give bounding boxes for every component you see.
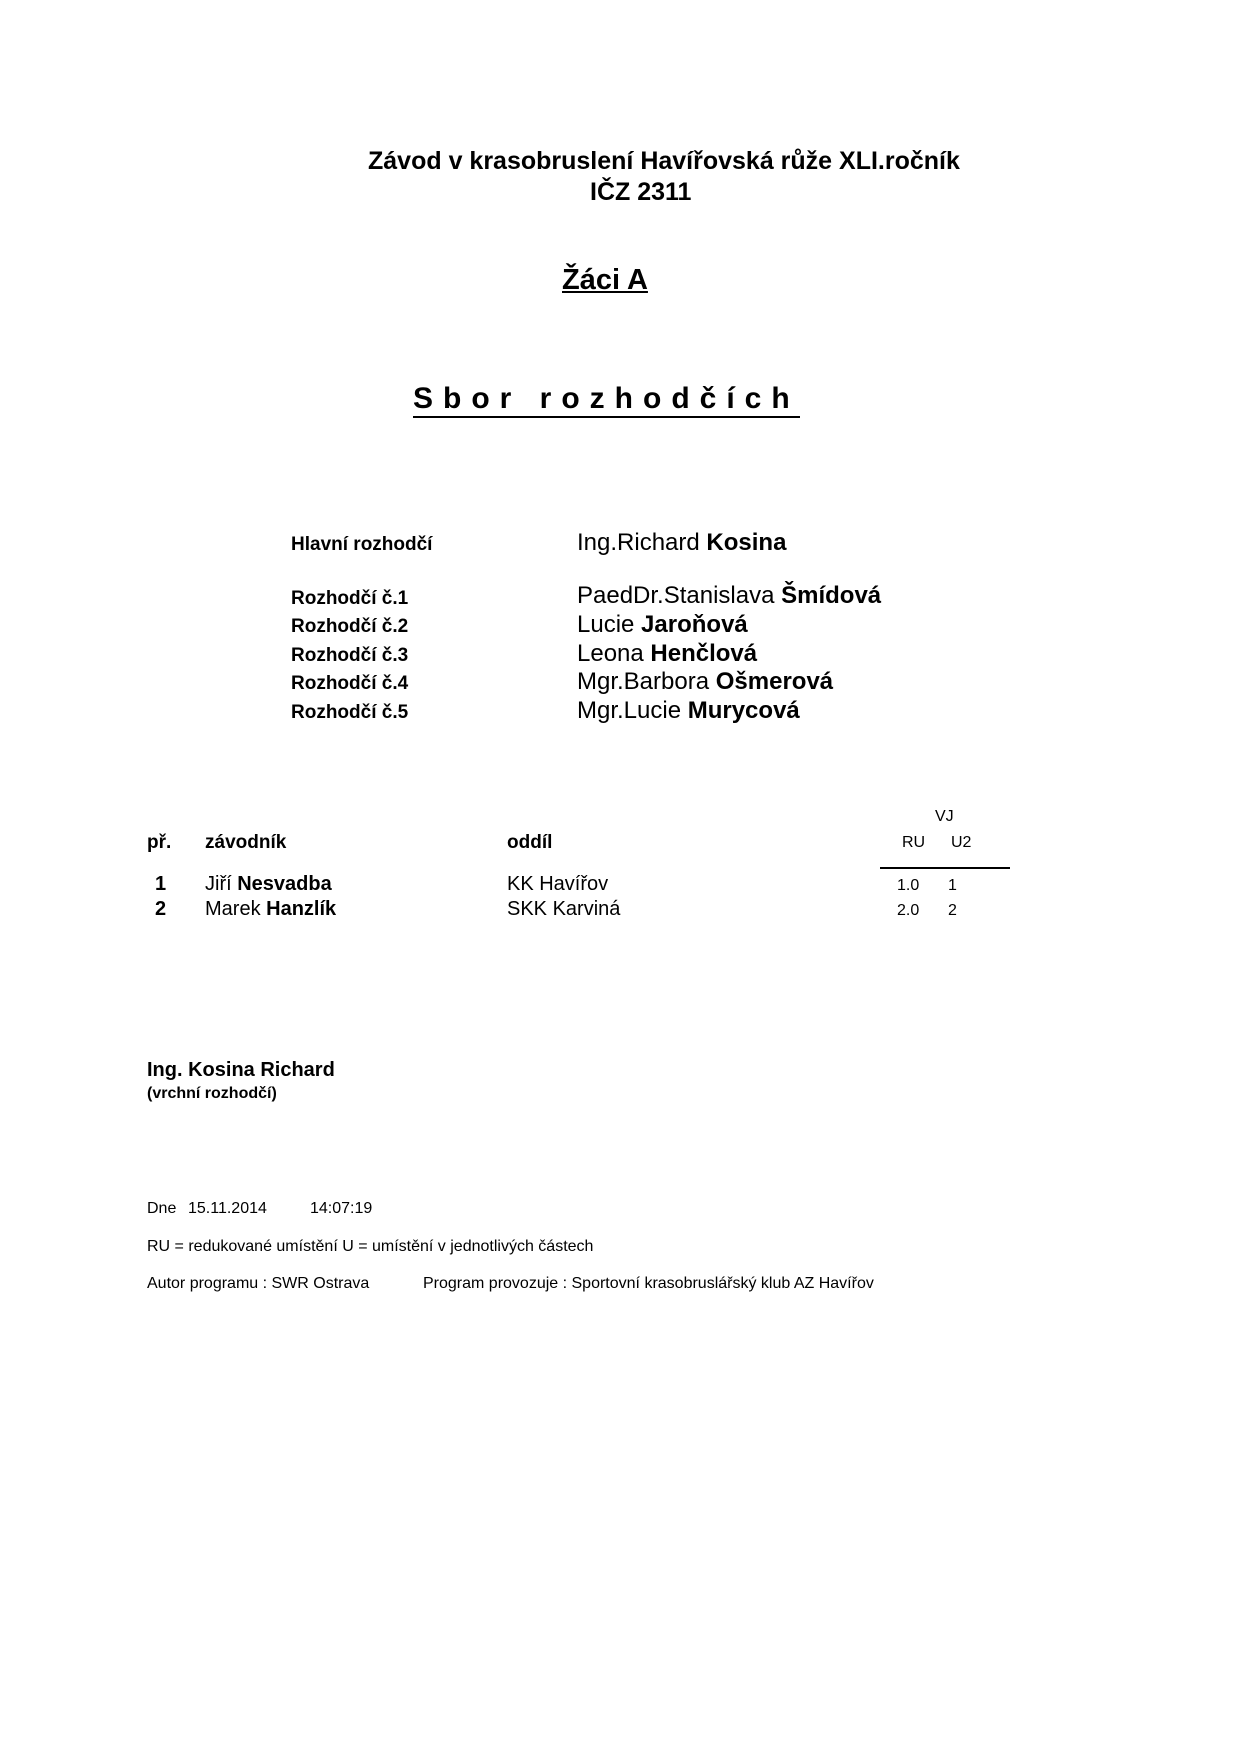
club-cell: SKK Karviná — [507, 898, 621, 920]
judge-first-name: Leona — [577, 640, 651, 667]
judge-name — [577, 697, 800, 725]
event-code: IČZ 2311 — [590, 178, 692, 206]
judge-name — [577, 668, 833, 696]
judge-last-name: Kosina — [706, 529, 787, 556]
signature-name: Ing. Kosina Richard — [147, 1059, 335, 1081]
column-header-rank: př. — [147, 832, 172, 853]
competitor-cell — [205, 873, 332, 896]
header-divider — [880, 867, 1010, 869]
judge-role: Rozhodčí č.1 — [291, 588, 409, 609]
column-group-header: VJ — [935, 808, 954, 825]
judge-name — [577, 611, 748, 639]
judge-last-name: Murycová — [687, 697, 800, 724]
judge-first-name: Mgr.Lucie — [577, 697, 688, 724]
rank-cell: 2 — [155, 898, 167, 920]
date-label: Dne — [147, 1200, 177, 1217]
u2-cell: 1 — [948, 877, 957, 894]
rank-cell: 1 — [155, 873, 167, 895]
club-cell: KK Havířov — [507, 873, 609, 895]
judge-last-name: Henčlová — [650, 640, 758, 667]
judge-role: Rozhodčí č.2 — [291, 616, 409, 637]
competitor-last-name: Nesvadba — [237, 873, 332, 895]
judge-first-name: Ing.Richard — [577, 529, 707, 556]
judge-first-name: Lucie — [577, 611, 642, 638]
legend-text: RU = redukované umístění U = umístění v jednotlivých částech — [147, 1238, 594, 1255]
u2-cell: 2 — [948, 902, 957, 919]
signature-title: (vrchní rozhodčí) — [147, 1085, 277, 1102]
judge-name — [577, 529, 786, 557]
category-title: Žáci A — [562, 264, 648, 296]
operator-text: Program provozuje : Sportovní krasobruslářský klub AZ Havířov — [423, 1275, 874, 1292]
time-value: 14:07:19 — [310, 1200, 373, 1217]
judge-name — [577, 582, 881, 610]
judge-first-name: PaedDr.Stanislava — [577, 582, 782, 609]
judge-last-name: Jaroňová — [641, 611, 748, 638]
judge-role: Rozhodčí č.4 — [291, 673, 409, 694]
column-header-competitor: závodník — [205, 832, 287, 853]
judge-last-name: Ošmerová — [715, 668, 834, 695]
judge-name — [577, 640, 757, 668]
competitor-last-name: Hanzlík — [266, 898, 337, 920]
column-header-club: oddíl — [507, 832, 553, 853]
judge-last-name: Šmídová — [781, 582, 882, 609]
column-header-u2: U2 — [951, 834, 972, 851]
ru-cell: 2.0 — [897, 902, 920, 919]
date-value: 15.11.2014 — [188, 1200, 267, 1217]
ru-cell: 1.0 — [897, 877, 920, 894]
competitor-first-name: Jiří — [205, 873, 238, 895]
competitor-first-name: Marek — [205, 898, 267, 920]
judge-first-name: Mgr.Barbora — [577, 668, 716, 695]
judge-role: Rozhodčí č.5 — [291, 702, 409, 723]
panel-title: Sbor rozhodčích — [413, 383, 800, 418]
document-title: Závod v krasobruslení Havířovská růže XLI.ročník — [368, 147, 960, 175]
judge-role: Hlavní rozhodčí — [291, 534, 433, 555]
judge-role: Rozhodčí č.3 — [291, 645, 409, 666]
competitor-cell — [205, 898, 336, 921]
author-text: Autor programu : SWR Ostrava — [147, 1275, 370, 1292]
column-header-ru: RU — [902, 834, 926, 851]
